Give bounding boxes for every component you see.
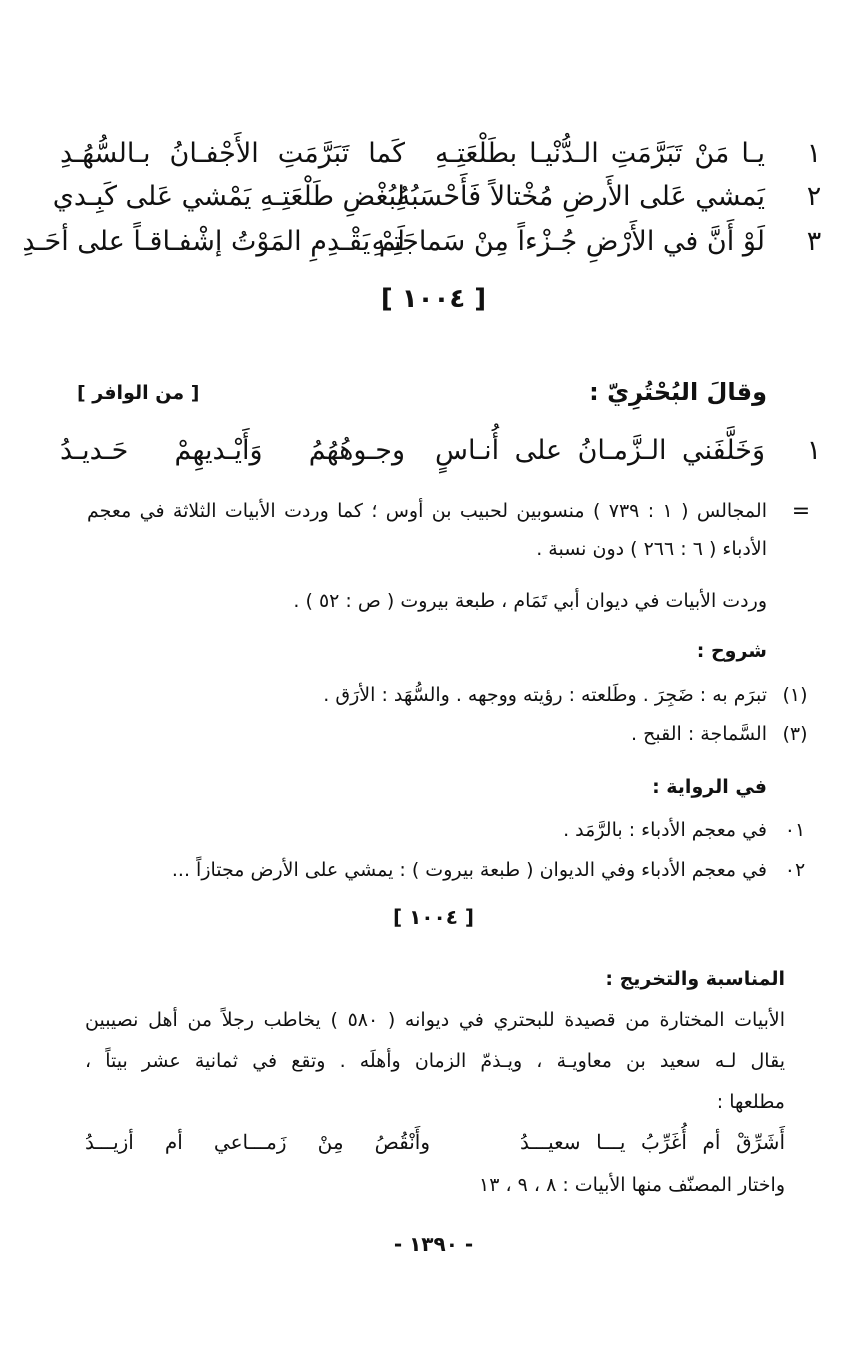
poem-intro xyxy=(77,378,767,418)
munasaba-title: المناسبة والتخريج : xyxy=(605,968,785,990)
poem-verse-1 xyxy=(37,428,827,474)
verse-hemistich-second: وأَنْقُصُ مِنْ زَمـــاعي أم أزيـــدُ xyxy=(85,1130,430,1154)
shuruh-number: (١) xyxy=(782,684,808,706)
page-number: - ١٣٩٠ - xyxy=(393,1232,474,1256)
section-number-heading: [ ١٠٠٤ ] xyxy=(380,284,487,314)
shuruh-title: شروح : xyxy=(696,640,767,662)
shuruh-text: تبرَم به : ضَجِرَ . وطَلعته : رؤيته ووجهه . والسُّهَد : الأرَق . xyxy=(323,684,767,706)
shuruh-text: السَّماجة : القبح . xyxy=(631,723,767,745)
verse-hemistich-first: لَوْ أَنَّ في الأَرْضِ جُـزْءاً مِنْ سَماجَتِـهِ xyxy=(371,226,765,257)
munasaba-line-3: مطلعها : xyxy=(716,1091,785,1113)
prev-verse-3 xyxy=(22,219,827,265)
prev-verse-2 xyxy=(37,174,827,220)
verse-number: ٣ xyxy=(806,226,822,257)
riwaya-text: في معجم الأدباء : بالرَّمَد . xyxy=(563,819,767,841)
verse-hemistich-first: وَخَلَّفَني الـزَّمـانُ على أُنـاسٍ xyxy=(435,435,765,466)
verse-hemistich-second: كَما تَبَرَّمَتِ الأَجْفـانُ بـالسُّهُـدِ xyxy=(60,138,405,169)
verse-hemistich-first: يـا مَنْ تَبَرَّمَتِ الـدُّنْيـا بطَلْعَتِـهِ xyxy=(435,138,765,169)
verse-hemistich-first: يَمشي عَلى الأَرضِ مُخْتالاً فَأَحْسَبُهُ xyxy=(396,181,765,212)
shuruh-number: (٣) xyxy=(782,723,808,745)
verse-number: ١ xyxy=(806,138,822,169)
munasaba-closing: واختار المصنّف منها الأبيات : ٨ ، ٩ ، ١٣ xyxy=(479,1174,785,1196)
verse-number: ١ xyxy=(806,435,822,466)
notes-continuation-marker: = xyxy=(791,499,811,524)
riwaya-number: ٠٢ xyxy=(784,859,806,881)
munasaba-line-2: يقال لـه سعيد بن معاويـة ، ويـذمّ الزمان وأهلَه . وتقع في ثمانية عشر بيتاً ، xyxy=(85,1050,785,1072)
verse-hemistich-second: لِبُغْضِ طَلْعَتِـهِ يَمْشي عَلى كَبِـدي xyxy=(52,181,405,212)
verse-hemistich-second: لَمْ يَقْـدِمِ المَوْتُ إشْفـاقـاً على أحَـدِ xyxy=(22,226,405,257)
poet-intro: وقالَ البُحْتُرِيّ : xyxy=(589,378,767,406)
riwaya-title: في الرواية : xyxy=(652,776,767,798)
section-number-secondary: [ ١٠٠٤ ] xyxy=(392,905,475,929)
poem-meter: [ من الوافر ] xyxy=(77,382,200,404)
verse-number: ٢ xyxy=(806,181,822,212)
munasaba-line-1: الأبيات المختارة من قصيدة للبحتري في ديوانه ( ٥٨٠ ) يخاطب رجلاً من أهل نصيبين xyxy=(85,1009,785,1031)
verse-hemistich-first: أَشَرِّقْ أم أُغَرِّبُ يـــا سعيـــدُ xyxy=(520,1130,785,1154)
note-source-line-2: الأدباء ( ٦ : ٢٦٦ ) دون نسبة . xyxy=(536,538,767,560)
note-source-line-1: المجالس ( ١ : ٧٣٩ ) منسوبين لحبيب بن أوس ؛ كما وردت الأبيات الثلاثة في معجم xyxy=(87,500,767,522)
munasaba-verse xyxy=(85,1123,785,1161)
riwaya-text: في معجم الأدباء وفي الديوان ( طبعة بيروت ) : يمشي على الأرض مجتازاً ... xyxy=(171,859,767,881)
prev-verse-1 xyxy=(37,131,827,177)
verse-hemistich-second: وجـوهُهُمُ وَأَيْـديهِمْ حَـديـدُ xyxy=(60,435,405,466)
riwaya-number: ٠١ xyxy=(784,819,806,841)
note-source-line-3: وردت الأبيات في ديوان أبي تَمَام ، طبعة بيروت ( ص : ٥٢ ) . xyxy=(293,590,767,612)
